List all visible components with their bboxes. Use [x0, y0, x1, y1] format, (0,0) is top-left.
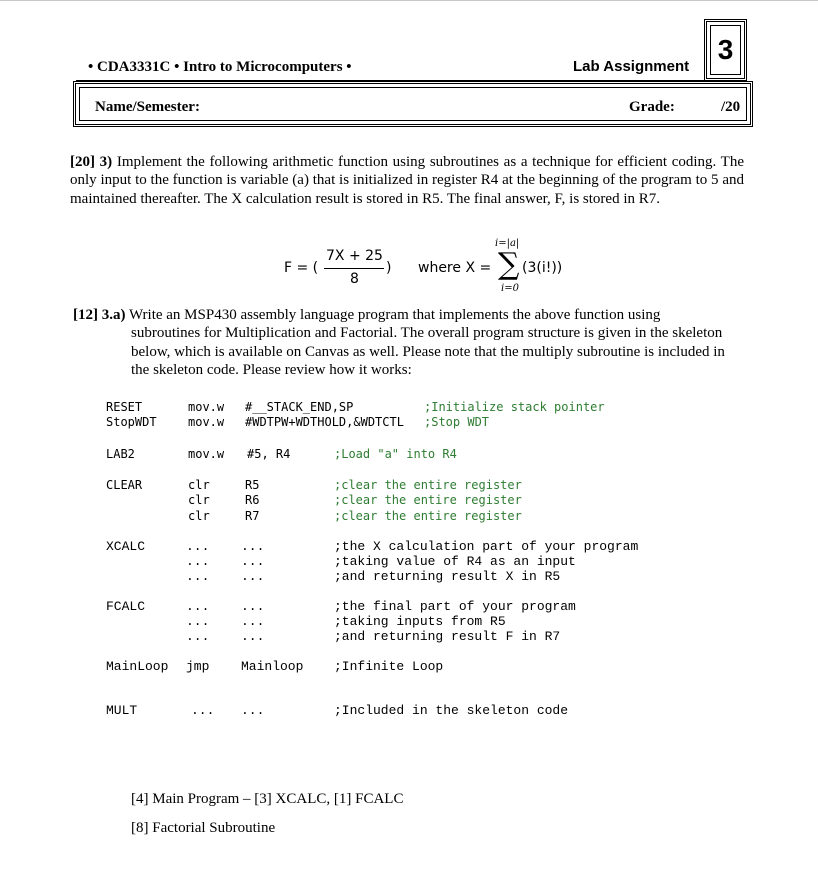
code-ellipsis: ... — [241, 554, 265, 569]
code-comment: ;clear the entire register — [334, 509, 522, 523]
code-op: clr — [188, 478, 210, 492]
code-ellipsis: ... — [186, 614, 210, 629]
code-args: Mainloop — [241, 659, 304, 674]
course-heading — [88, 59, 352, 76]
problem-statement — [70, 153, 744, 208]
code-ellipsis: ... — [241, 599, 265, 614]
bullet: • — [346, 59, 352, 75]
part-a-text — [73, 306, 745, 379]
code-label-mainloop: MainLoop — [106, 659, 169, 674]
formula — [0, 0, 818, 300]
grading-line-main: [4] Main Program – [3] XCALC, [1] FCALC — [131, 791, 404, 807]
code-ellipsis: ... — [241, 569, 265, 584]
code-comment: ;and returning result F in R7 — [334, 629, 561, 644]
page-top-border — [0, 0, 818, 1]
code-args: #__STACK_END,SP — [245, 400, 354, 414]
code-ellipsis: ... — [241, 539, 265, 554]
formula-denominator: 8 — [350, 271, 359, 287]
bullet: • — [174, 59, 180, 75]
code-op: clr — [188, 509, 210, 523]
code-op: jmp — [186, 659, 210, 674]
code-comment: ;Infinite Loop — [334, 659, 444, 674]
code-comment: ;and returning result X in R5 — [334, 569, 561, 584]
code-label-clear: CLEAR — [106, 478, 143, 492]
code-ellipsis: ... — [241, 703, 265, 718]
code-ellipsis: ... — [186, 629, 210, 644]
code-reg: R5 — [245, 478, 260, 492]
part-a-first-line: Write an MSP430 assembly language program that implements the above function using — [128, 307, 661, 323]
sum-term: (3(i!)) — [522, 260, 563, 276]
course-code: CDA3331C — [97, 59, 171, 75]
code-label-stopwdt: StopWDT — [106, 415, 157, 429]
formula-where: where X = — [418, 260, 492, 276]
code-ellipsis: ... — [186, 569, 210, 584]
code-label-mult: MULT — [106, 703, 138, 718]
code-ellipsis: ... — [186, 539, 210, 554]
name-grade-box — [73, 81, 753, 127]
code-op: mov.w — [188, 447, 225, 461]
code-ellipsis: ... — [241, 614, 265, 629]
code-args: #5, R4 — [247, 447, 291, 461]
formula-close-paren: ) — [386, 260, 392, 276]
sum-upper-limit: i=|a| — [495, 238, 520, 249]
formula-numerator: 7X + 25 — [326, 248, 383, 264]
code-reg: R6 — [245, 493, 260, 507]
code-ellipsis: ... — [241, 629, 265, 644]
problem-text: Implement the following arithmetic function using subroutines as a technique for efficient coding. The only input to the function is variable (a) that is initialized in register R4 at the beginning of the program to 5 and maintained thereafter. The X calculation result is stored in R5. The final answer, F, is stored in R7. — [70, 154, 745, 207]
code-label-lab2: LAB2 — [106, 447, 135, 461]
code-args: #WDTPW+WDTHOLD,&WDTCTL — [245, 415, 404, 429]
code-ellipsis: ... — [191, 703, 215, 718]
code-label-reset: RESET — [106, 400, 143, 414]
code-op: mov.w — [188, 400, 225, 414]
name-semester-label: Name/Semester: — [95, 99, 200, 115]
grading-line-factorial: [8] Factorial Subroutine — [131, 820, 276, 836]
code-comment: ;the final part of your program — [334, 599, 576, 614]
code-comment: ;Load "a" into R4 — [334, 447, 457, 461]
code-op: mov.w — [188, 415, 225, 429]
problem-points: [20] 3) — [70, 154, 113, 170]
code-comment: ;taking inputs from R5 — [334, 614, 506, 629]
code-comment: ;taking value of R4 as an input — [334, 554, 576, 569]
lab-assignment-label: Lab Assignment — [573, 58, 690, 75]
part-a-rest: subroutines for Multiplication and Factorial. The overall program structure is given in the skeleton below, which is available on Canvas as well. Please note that the multiply subroutine is included in the skeleton code. Please review how it works: — [131, 325, 725, 378]
code-label-fcalc: FCALC — [106, 599, 146, 614]
sigma-symbol: ∑ — [498, 247, 520, 282]
lab-number-box — [704, 19, 747, 81]
code-comment: ;clear the entire register — [334, 478, 522, 492]
course-title: Intro to Microcomputers — [183, 59, 343, 75]
sum-lower-limit: i=0 — [501, 283, 519, 294]
code-ellipsis: ... — [186, 599, 210, 614]
code-comment: ;Initialize stack pointer — [424, 400, 605, 414]
code-ellipsis: ... — [186, 554, 210, 569]
grade-label: Grade: — [629, 99, 675, 115]
code-comment: ;the X calculation part of your program — [334, 539, 639, 554]
fraction-bar — [324, 268, 384, 269]
bullet: • — [88, 59, 94, 75]
formula-lhs: F = ( — [284, 260, 319, 276]
code-reg: R7 — [245, 509, 260, 523]
code-op: clr — [188, 493, 210, 507]
code-comment: ;Stop WDT — [424, 415, 490, 429]
lab-number: 3 — [710, 25, 741, 75]
code-label-xcalc: XCALC — [106, 539, 146, 554]
code-comment: ;clear the entire register — [334, 493, 522, 507]
code-comment: ;Included in the skeleton code — [334, 703, 569, 718]
grade-total: /20 — [721, 99, 741, 115]
part-a-label: [12] 3.a) — [73, 307, 126, 323]
